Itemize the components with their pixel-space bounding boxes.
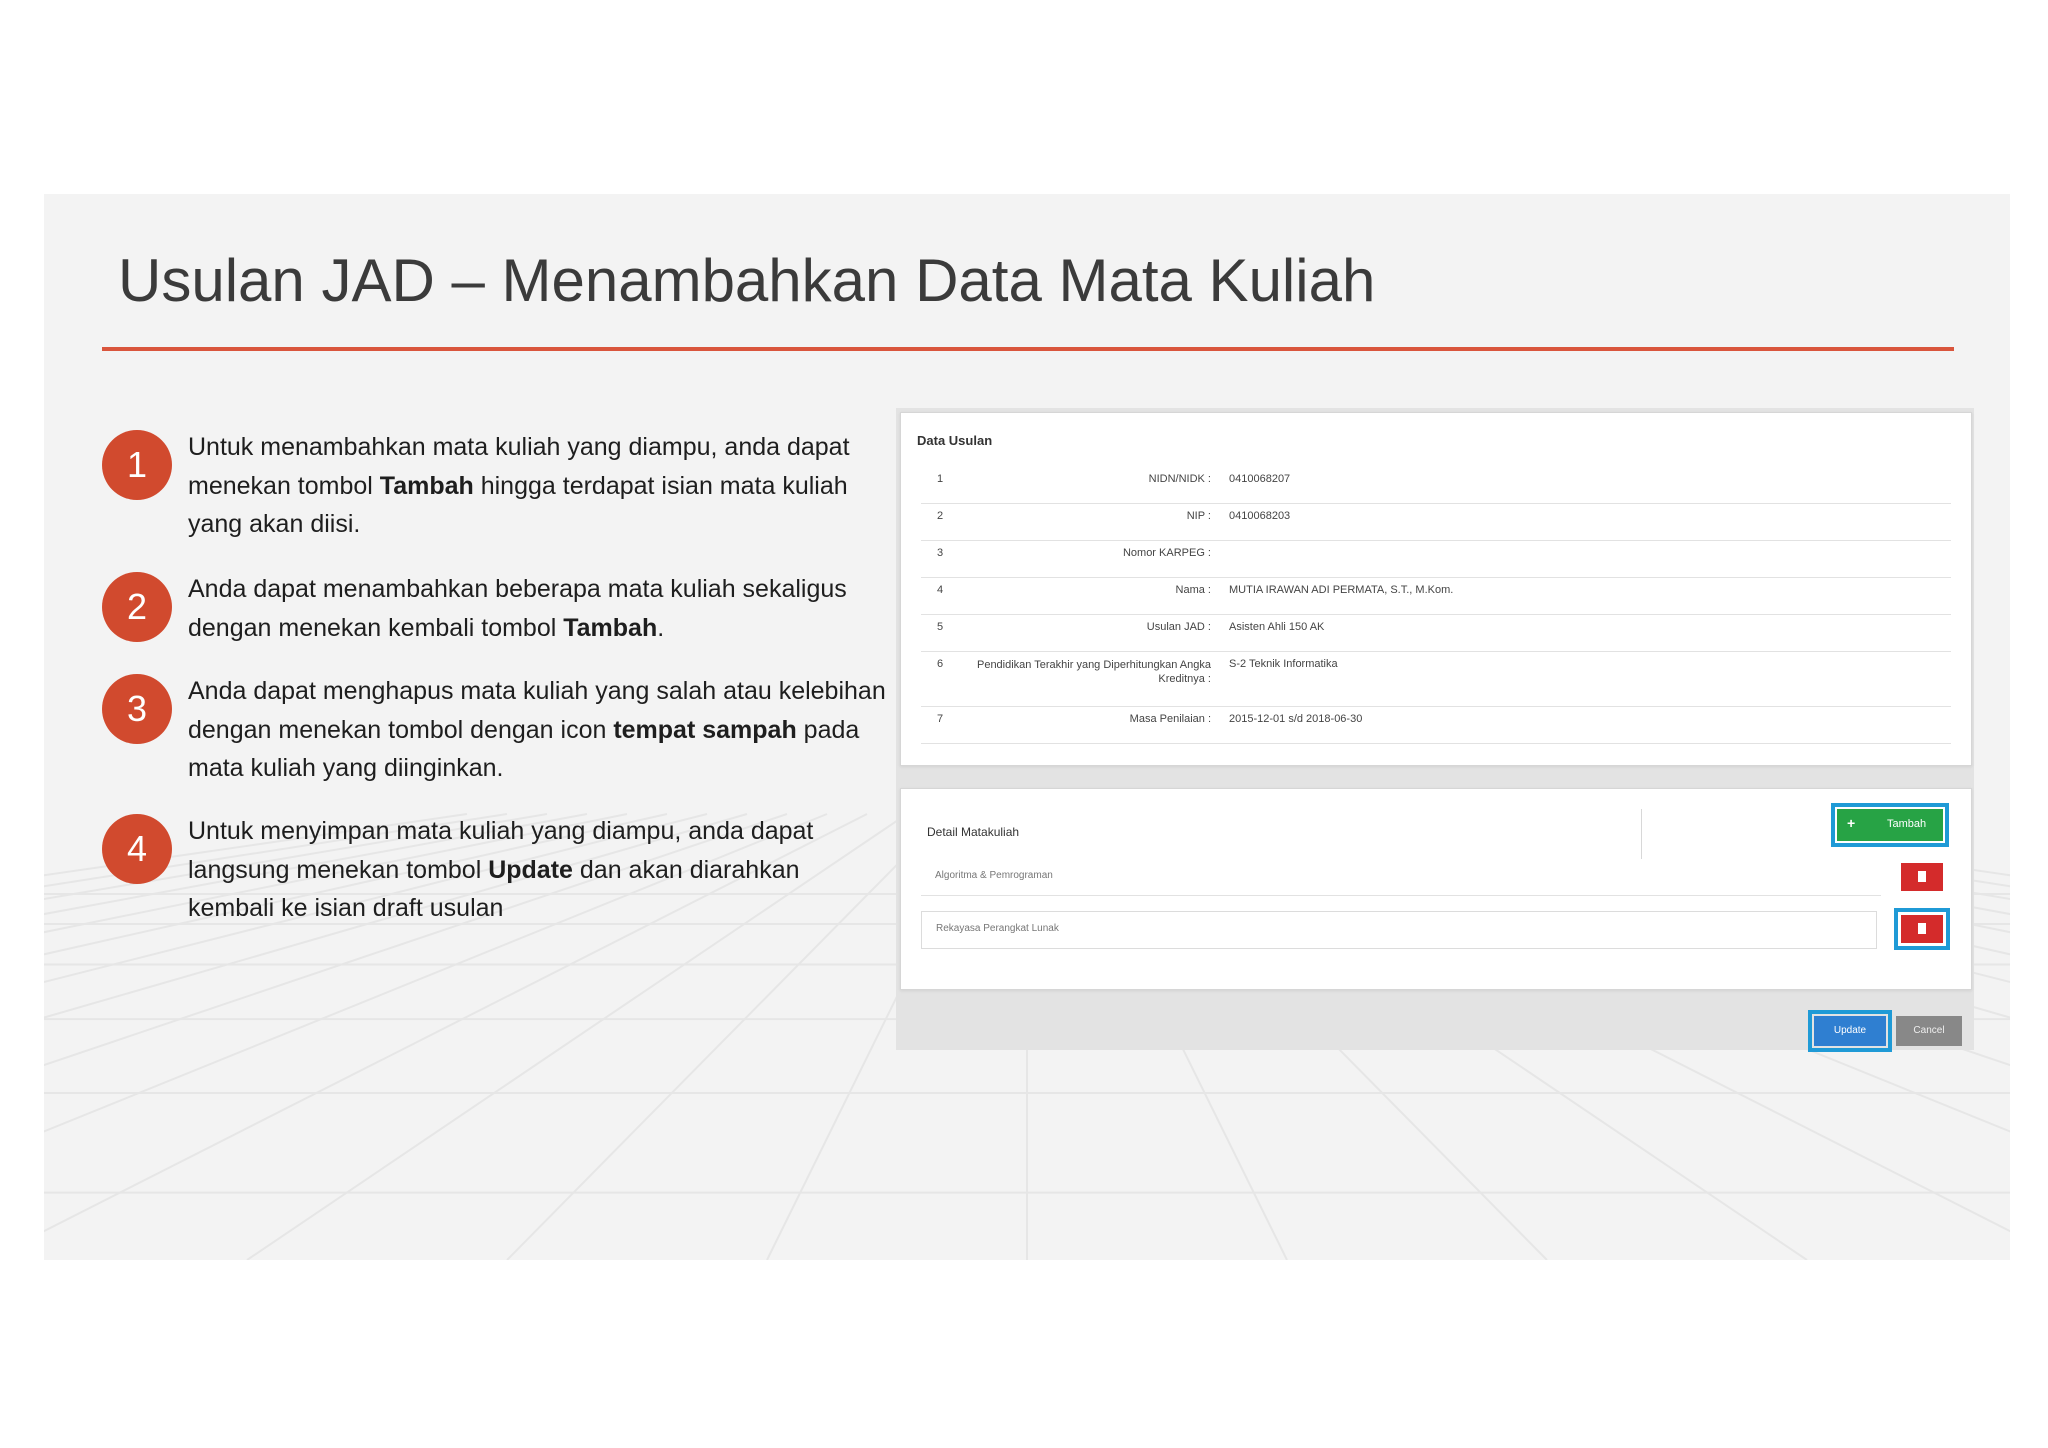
cancel-button[interactable]: Cancel <box>1896 1016 1962 1046</box>
slide <box>44 194 2010 1260</box>
plus-icon: + <box>1847 815 1856 831</box>
trash-icon <box>1918 923 1926 934</box>
step-2-badge: 2 <box>102 572 172 642</box>
list-item[interactable]: Algoritma & Pemrograman <box>921 859 1881 896</box>
detail-matakuliah-title: Detail Matakuliah <box>927 825 1020 839</box>
step-4-badge: 4 <box>102 814 172 884</box>
delete-button[interactable] <box>1901 863 1943 891</box>
delete-button[interactable] <box>1901 915 1943 943</box>
step-4-text: Untuk menyimpan mata kuliah yang diampu, anda dapat langsung menekan tombol Update dan akan diarahkan kembali ke isian draft usulan <box>188 817 814 922</box>
data-usulan-panel <box>900 412 1972 766</box>
detail-matakuliah-panel <box>900 788 1972 990</box>
list-item[interactable]: Rekayasa Perangkat Lunak <box>921 911 1877 949</box>
update-button[interactable]: Update <box>1814 1016 1886 1046</box>
table-row: 5 Usulan JAD : Asisten Ahli 150 AK <box>921 615 1951 652</box>
step-3-text: Anda dapat menghapus mata kuliah yang salah atau kelebihan dengan menekan tombol dengan icon tempat sampah pada mata kuliah yang diinginkan. <box>188 677 886 782</box>
data-usulan-title: Data Usulan <box>917 433 993 448</box>
app-screenshot <box>896 408 1974 1050</box>
table-row: 4 Nama : MUTIA IRAWAN ADI PERMATA, S.T., M.Kom. <box>921 578 1951 615</box>
step-2-text: Anda dapat menambahkan beberapa mata kuliah sekaligus dengan menekan kembali tombol Tambah. <box>188 575 847 642</box>
step-1-badge: 1 <box>102 430 172 500</box>
table-row: 7 Masa Penilaian : 2015-12-01 s/d 2018-06-30 <box>921 707 1951 744</box>
column-divider <box>1641 809 1642 859</box>
slide-title: Usulan JAD – Menambahkan Data Mata Kuliah <box>118 247 1376 314</box>
step-3-badge: 3 <box>102 674 172 744</box>
step-1-text: Untuk menambahkan mata kuliah yang diampu, anda dapat menekan tombol Tambah hingga terdapat isian mata kuliah yang akan diisi. <box>188 433 850 538</box>
tambah-button[interactable]: + Tambah <box>1837 809 1943 841</box>
table-row: 1 NIDN/NIDK : 0410068207 <box>921 467 1951 504</box>
title-underline <box>102 347 1954 351</box>
table-row: 6 Pendidikan Terakhir yang Diperhitungkan Angka Kreditnya : S-2 Teknik Informatika <box>921 652 1951 707</box>
trash-icon <box>1918 871 1926 882</box>
table-row: 3 Nomor KARPEG : <box>921 541 1951 578</box>
table-row: 2 NIP : 0410068203 <box>921 504 1951 541</box>
